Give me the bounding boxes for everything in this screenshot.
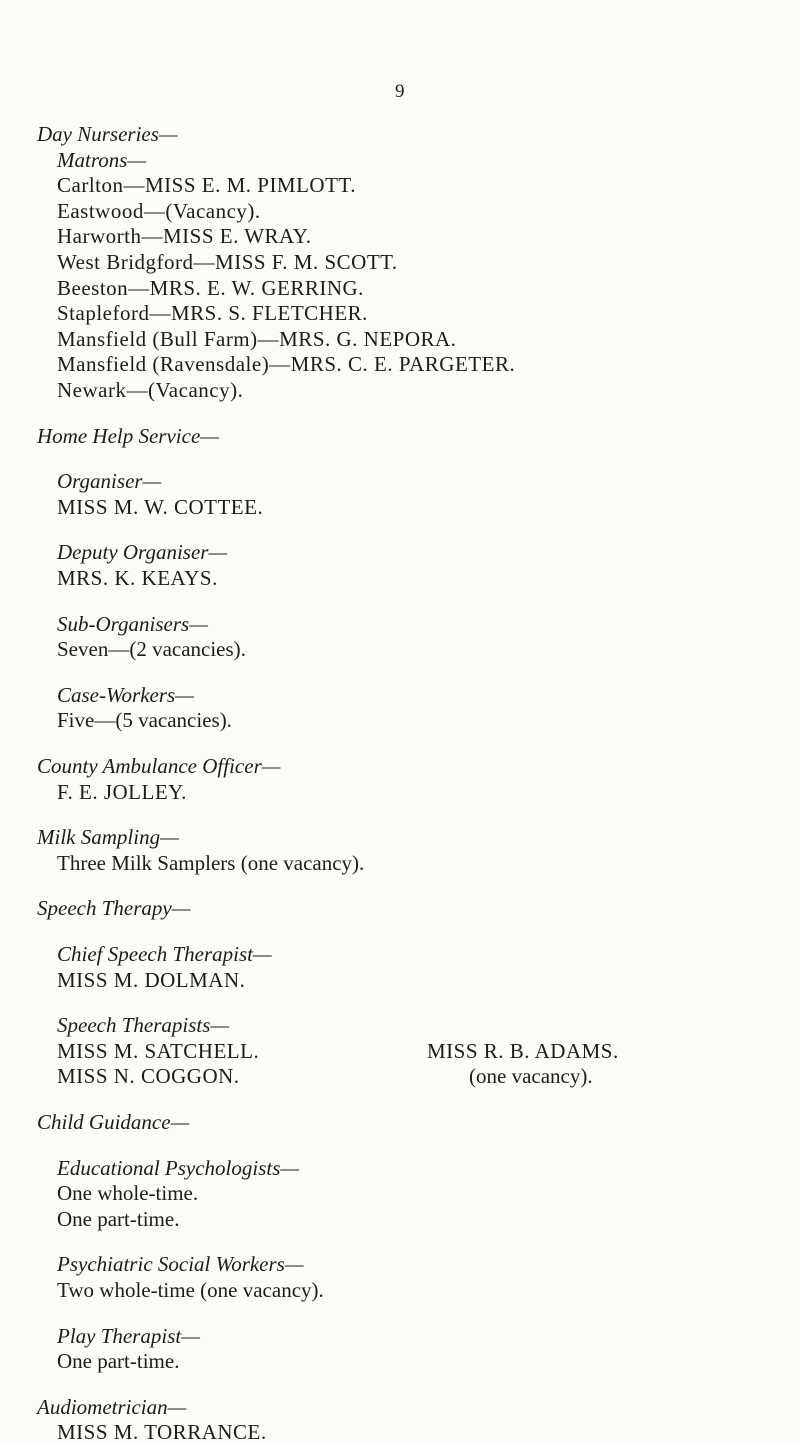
day-nurseries-heading: Day Nurseries— [37,122,178,146]
case-workers-text: Five—(5 vacancies). [57,708,232,732]
matron-stapleford: Stapleford—MRS. S. FLETCHER. [57,301,368,325]
psychiatric-social-workers-heading: Psychiatric Social Workers— [57,1252,304,1276]
organiser-name: MISS M. W. COTTEE. [57,495,264,519]
speech-therapist-adams: MISS R. B. ADAMS. [427,1039,619,1063]
deputy-organiser-heading: Deputy Organiser— [57,540,228,564]
educational-psychologists-part-time: One part-time. [57,1207,180,1231]
matron-mansfield-ravensdale: Mansfield (Ravensdale)—MRS. C. E. PARGETER. [57,352,516,376]
deputy-organiser-name: MRS. K. KEAYS. [57,566,218,590]
matron-harworth: Harworth—MISS E. WRAY. [57,224,312,248]
speech-therapist-coggon: MISS N. COGGON. [57,1064,240,1088]
speech-therapist-satchell: MISS M. SATCHELL. [57,1039,260,1063]
speech-therapy-heading: Speech Therapy— [37,896,191,920]
case-workers-heading: Case-Workers— [57,683,194,707]
ambulance-officer-name: F. E. JOLLEY. [57,780,187,804]
sub-organisers-heading: Sub-Organisers— [57,612,208,636]
speech-therapist-vacancy: (one vacancy). [469,1064,593,1088]
educational-psychologists-whole-time: One whole-time. [57,1181,199,1205]
matron-eastwood: Eastwood—(Vacancy). [57,199,261,223]
chief-speech-therapist-heading: Chief Speech Therapist— [57,942,272,966]
milk-sampling-heading: Milk Sampling— [37,825,179,849]
play-therapist-heading: Play Therapist— [57,1324,200,1348]
speech-therapists-heading: Speech Therapists— [57,1013,230,1037]
educational-psychologists-heading: Educational Psychologists— [57,1156,300,1180]
matrons-heading: Matrons— [57,148,147,172]
ambulance-heading: County Ambulance Officer— [37,754,281,778]
matron-carlton: Carlton—MISS E. M. PIMLOTT. [57,173,356,197]
play-therapist-text: One part-time. [57,1349,180,1373]
milk-sampling-text: Three Milk Samplers (one vacancy). [57,851,365,875]
page-number: 9 [395,81,405,102]
audiometrician-name: MISS M. TORRANCE. [57,1420,267,1444]
psychiatric-social-workers-text: Two whole-time (one vacancy). [57,1278,324,1302]
sub-organisers-text: Seven—(2 vacancies). [57,637,246,661]
child-guidance-heading: Child Guidance— [37,1110,190,1134]
matron-mansfield-bull-farm: Mansfield (Bull Farm)—MRS. G. NEPORA. [57,327,457,351]
organiser-heading: Organiser— [57,469,162,493]
home-help-heading: Home Help Service— [37,424,219,448]
matron-west-bridgford: West Bridgford—MISS F. M. SCOTT. [57,250,398,274]
audiometrician-heading: Audiometrician— [37,1395,187,1419]
matron-beeston: Beeston—MRS. E. W. GERRING. [57,276,364,300]
chief-speech-therapist-name: MISS M. DOLMAN. [57,968,246,992]
matron-newark: Newark—(Vacancy). [57,378,244,402]
